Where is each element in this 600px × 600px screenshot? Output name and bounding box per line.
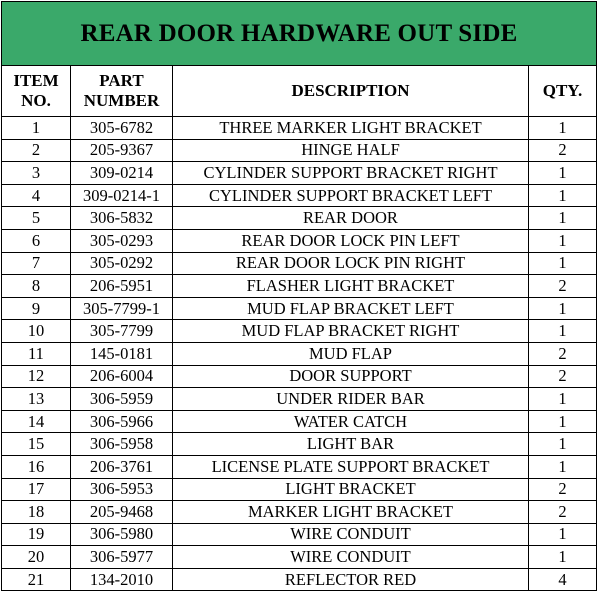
description-cell: MUD FLAP BRACKET LEFT — [173, 297, 529, 320]
item-number-cell: 16 — [2, 455, 71, 478]
description-cell: CYLINDER SUPPORT BRACKET LEFT — [173, 184, 529, 207]
item-number-cell: 7 — [2, 252, 71, 275]
description-cell: FLASHER LIGHT BRACKET — [173, 275, 529, 298]
header-part-line-2: NUMBER — [83, 91, 160, 110]
item-number-cell: 8 — [2, 275, 71, 298]
qty-cell: 1 — [529, 252, 597, 275]
description-cell: HINGE HALF — [173, 139, 529, 162]
qty-cell: 1 — [529, 433, 597, 456]
table-row — [2, 320, 597, 343]
header-row — [2, 66, 597, 117]
item-number-cell: 17 — [2, 478, 71, 501]
part-number-cell: 306-5832 — [71, 207, 173, 230]
table-row — [2, 342, 597, 365]
qty-cell: 1 — [529, 320, 597, 343]
part-number-cell: 306-5966 — [71, 410, 173, 433]
table-row — [2, 275, 597, 298]
part-number-cell: 205-9468 — [71, 501, 173, 524]
header-description: DESCRIPTION — [173, 66, 529, 117]
qty-cell: 2 — [529, 139, 597, 162]
table-row — [2, 139, 597, 162]
qty-cell: 1 — [529, 117, 597, 140]
item-number-cell: 12 — [2, 365, 71, 388]
qty-cell: 1 — [529, 410, 597, 433]
description-cell: REAR DOOR — [173, 207, 529, 230]
header-item-line-2: NO. — [21, 91, 51, 110]
item-number-cell: 4 — [2, 184, 71, 207]
qty-cell: 2 — [529, 365, 597, 388]
table-row — [2, 455, 597, 478]
header-part-number — [71, 66, 173, 117]
part-number-cell: 306-5953 — [71, 478, 173, 501]
part-number-cell: 206-3761 — [71, 455, 173, 478]
description-cell: MARKER LIGHT BRACKET — [173, 501, 529, 524]
item-number-cell: 20 — [2, 546, 71, 569]
item-number-cell: 19 — [2, 523, 71, 546]
qty-cell: 1 — [529, 523, 597, 546]
item-number-cell: 10 — [2, 320, 71, 343]
part-number-cell: 305-7799 — [71, 320, 173, 343]
description-cell: THREE MARKER LIGHT BRACKET — [173, 117, 529, 140]
description-cell: UNDER RIDER BAR — [173, 388, 529, 411]
parts-table — [1, 1, 597, 591]
table-row — [2, 117, 597, 140]
description-cell: CYLINDER SUPPORT BRACKET RIGHT — [173, 162, 529, 185]
qty-cell: 4 — [529, 568, 597, 591]
part-number-cell: 309-0214-1 — [71, 184, 173, 207]
part-number-cell: 206-6004 — [71, 365, 173, 388]
qty-cell: 1 — [529, 229, 597, 252]
description-cell: MUD FLAP — [173, 342, 529, 365]
description-cell: WATER CATCH — [173, 410, 529, 433]
description-cell: WIRE CONDUIT — [173, 546, 529, 569]
qty-cell: 2 — [529, 275, 597, 298]
item-number-cell: 15 — [2, 433, 71, 456]
part-number-cell: 306-5958 — [71, 433, 173, 456]
table-row — [2, 252, 597, 275]
table-row — [2, 478, 597, 501]
qty-cell: 1 — [529, 388, 597, 411]
part-number-cell: 306-5959 — [71, 388, 173, 411]
part-number-cell: 306-5980 — [71, 523, 173, 546]
title-row — [2, 2, 597, 66]
table-row — [2, 184, 597, 207]
table-title: REAR DOOR HARDWARE OUT SIDE — [2, 2, 597, 66]
part-number-cell: 305-6782 — [71, 117, 173, 140]
item-number-cell: 18 — [2, 501, 71, 524]
header-qty: QTY. — [529, 66, 597, 117]
table-row — [2, 365, 597, 388]
table-row — [2, 410, 597, 433]
part-number-cell: 206-5951 — [71, 275, 173, 298]
table-row — [2, 546, 597, 569]
part-number-cell: 134-2010 — [71, 568, 173, 591]
qty-cell: 1 — [529, 546, 597, 569]
description-cell: REFLECTOR RED — [173, 568, 529, 591]
description-cell: WIRE CONDUIT — [173, 523, 529, 546]
qty-cell: 2 — [529, 478, 597, 501]
part-number-cell: 306-5977 — [71, 546, 173, 569]
header-item-line-1: ITEM — [13, 71, 59, 90]
item-number-cell: 2 — [2, 139, 71, 162]
table-row — [2, 523, 597, 546]
item-number-cell: 21 — [2, 568, 71, 591]
table-row — [2, 297, 597, 320]
qty-cell: 1 — [529, 297, 597, 320]
item-number-cell: 13 — [2, 388, 71, 411]
part-number-cell: 309-0214 — [71, 162, 173, 185]
item-number-cell: 14 — [2, 410, 71, 433]
table-row — [2, 207, 597, 230]
table-row — [2, 568, 597, 591]
description-cell: LICENSE PLATE SUPPORT BRACKET — [173, 455, 529, 478]
table-row — [2, 501, 597, 524]
part-number-cell: 205-9367 — [71, 139, 173, 162]
header-item-no — [2, 66, 71, 117]
item-number-cell: 11 — [2, 342, 71, 365]
part-number-cell: 305-7799-1 — [71, 297, 173, 320]
qty-cell: 1 — [529, 455, 597, 478]
description-cell: LIGHT BAR — [173, 433, 529, 456]
part-number-cell: 305-0292 — [71, 252, 173, 275]
description-cell: DOOR SUPPORT — [173, 365, 529, 388]
item-number-cell: 9 — [2, 297, 71, 320]
table-row — [2, 388, 597, 411]
item-number-cell: 6 — [2, 229, 71, 252]
description-cell: REAR DOOR LOCK PIN RIGHT — [173, 252, 529, 275]
table-row — [2, 162, 597, 185]
description-cell: MUD FLAP BRACKET RIGHT — [173, 320, 529, 343]
item-number-cell: 3 — [2, 162, 71, 185]
item-number-cell: 5 — [2, 207, 71, 230]
description-cell: LIGHT BRACKET — [173, 478, 529, 501]
qty-cell: 1 — [529, 207, 597, 230]
part-number-cell: 305-0293 — [71, 229, 173, 252]
qty-cell: 1 — [529, 184, 597, 207]
qty-cell: 2 — [529, 342, 597, 365]
part-number-cell: 145-0181 — [71, 342, 173, 365]
parts-sheet — [1, 1, 599, 596]
item-number-cell: 1 — [2, 117, 71, 140]
qty-cell: 1 — [529, 162, 597, 185]
header-part-line-1: PART — [99, 71, 144, 90]
qty-cell: 2 — [529, 501, 597, 524]
description-cell: REAR DOOR LOCK PIN LEFT — [173, 229, 529, 252]
table-row — [2, 433, 597, 456]
table-row — [2, 229, 597, 252]
